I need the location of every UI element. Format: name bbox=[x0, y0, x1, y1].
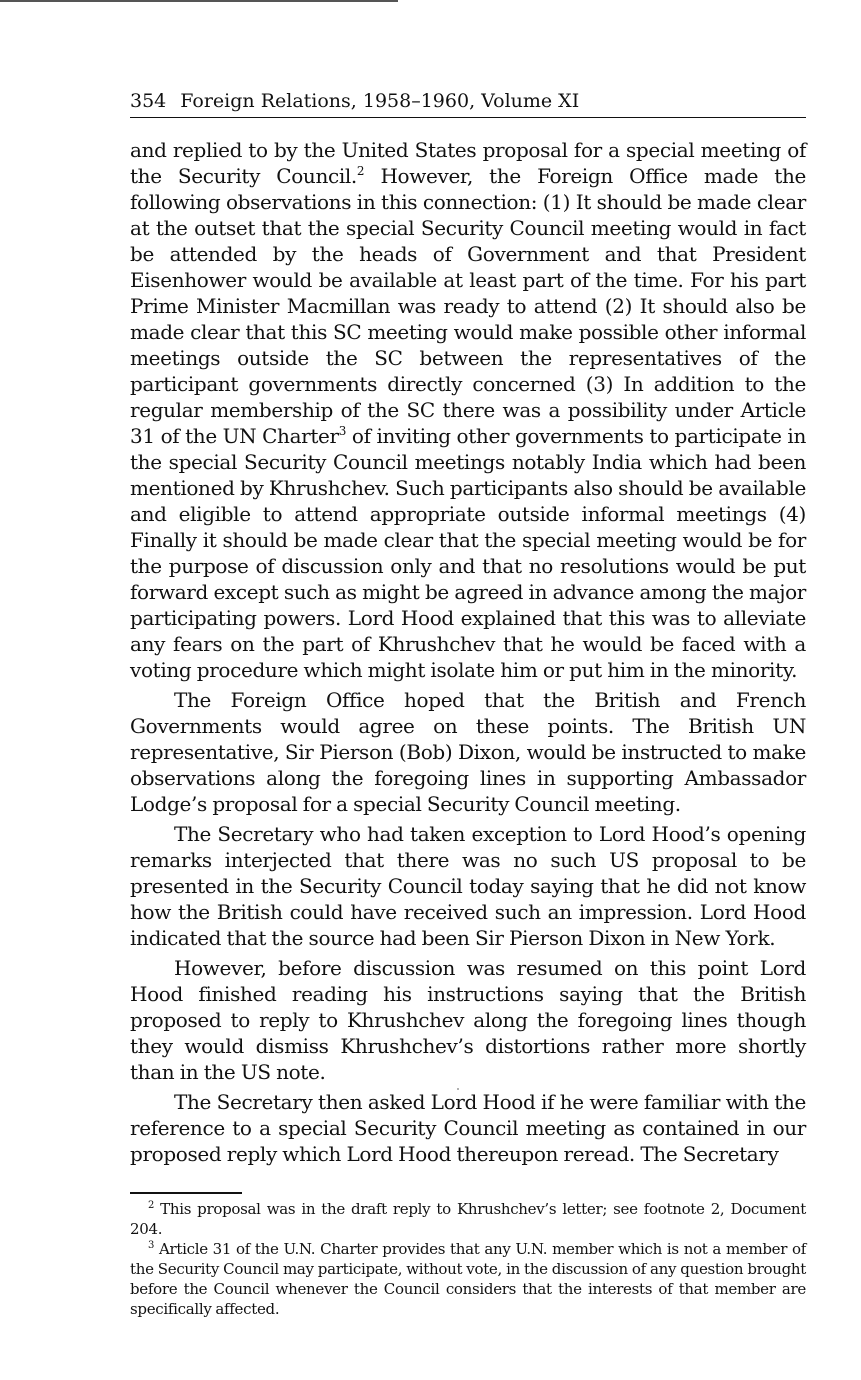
paragraph-5: The Secretary then asked Lord Hood if he were familiar with the reference to a special Security Council meeting as contained in our proposed reply which Lord Hood thereupon reread. The Secretary bbox=[130, 1090, 806, 1166]
scan-top-rule bbox=[0, 0, 398, 2]
footnote-2-text: This proposal was in the draft reply to Khrushchev’s letter; see footnote 2, Document 204. bbox=[130, 1200, 806, 1238]
paragraph-2: The Foreign Office hoped that the British and French Governments would agree on these points. The British UN representative, Sir Pierson (Bob) Dixon, would be instructed to make observations along the foregoing lines in supporting Ambassador Lodge’s proposal for a special Security Council meeting. bbox=[130, 688, 806, 816]
footnote-ref-3: 3 bbox=[338, 424, 347, 438]
footnote-2-number: 2 bbox=[148, 1200, 155, 1211]
footnotes bbox=[130, 1199, 806, 1319]
body-text bbox=[130, 137, 806, 1167]
running-head bbox=[130, 88, 806, 118]
page-number: 354 bbox=[130, 90, 167, 112]
footnote-3-number: 3 bbox=[148, 1240, 155, 1251]
footnote-3-text: Article 31 of the U.N. Charter provides that any U.N. member which is not a member of the Security Council may participate, without vote, in the discussion of any question brought before the Council whenever the Council considers that the interests of that member are specifically affected. bbox=[130, 1240, 807, 1318]
footnote-ref-2: 2 bbox=[356, 164, 365, 178]
footnote-3 bbox=[130, 1239, 806, 1319]
paragraph-1-part-a: and replied to by the United States proposal for a special meeting of the Security Council. bbox=[130, 138, 806, 188]
document-page bbox=[130, 88, 806, 1319]
scan-speck bbox=[457, 1088, 459, 1090]
paragraph-3: The Secretary who had taken exception to Lord Hood’s opening remarks interjected that there was no such US proposal to be presented in the Security Council today saying that he did not know how the British could have received such an impression. Lord Hood indicated that the source had been Sir Pierson Dixon in New York. bbox=[130, 822, 806, 950]
footnote-separator bbox=[130, 1192, 242, 1194]
paragraph-1-part-c: of inviting other governments to participate in the special Security Council meetings notably India which had been mentioned by Khrushchev. Such participants also should be available and eligible to attend appropriate outside informal meetings (4) Finally it should be made clear that the special meeting would be for the purpose of discussion only and that no resolutions would be put forward except such as might be agreed in advance among the major participating powers. Lord Hood explained that this was to alleviate any fears on the part of Khrushchev that he would be faced with a voting procedure which might isolate him or put him in the minority. bbox=[130, 424, 806, 682]
book-title: Foreign Relations, 1958–1960, Volume XI bbox=[180, 90, 580, 112]
footnote-2 bbox=[130, 1199, 806, 1239]
paragraph-1-part-b: However, the Foreign Office made the following observations in this connection: (1) It should be made clear at the outset that the special Security Council meeting would in fact be attended by the heads of Government and that President Eisenhower would be available at least part of the time. For his part Prime Minister Macmillan was ready to attend (2) It should also be made clear that this SC meeting would make possible other informal meetings outside the SC between the representatives of the participant governments directly concerned (3) In addition to the regular membership of the SC there was a possibility under Article 31 of the UN Charter bbox=[130, 164, 806, 448]
paragraph-4: However, before discussion was resumed on this point Lord Hood finished reading his instructions saying that the British proposed to reply to Khrushchev along the foregoing lines though they would dismiss Khrushchev’s distortions rather more shortly than in the US note. bbox=[130, 956, 806, 1084]
paragraph-1 bbox=[130, 137, 806, 683]
